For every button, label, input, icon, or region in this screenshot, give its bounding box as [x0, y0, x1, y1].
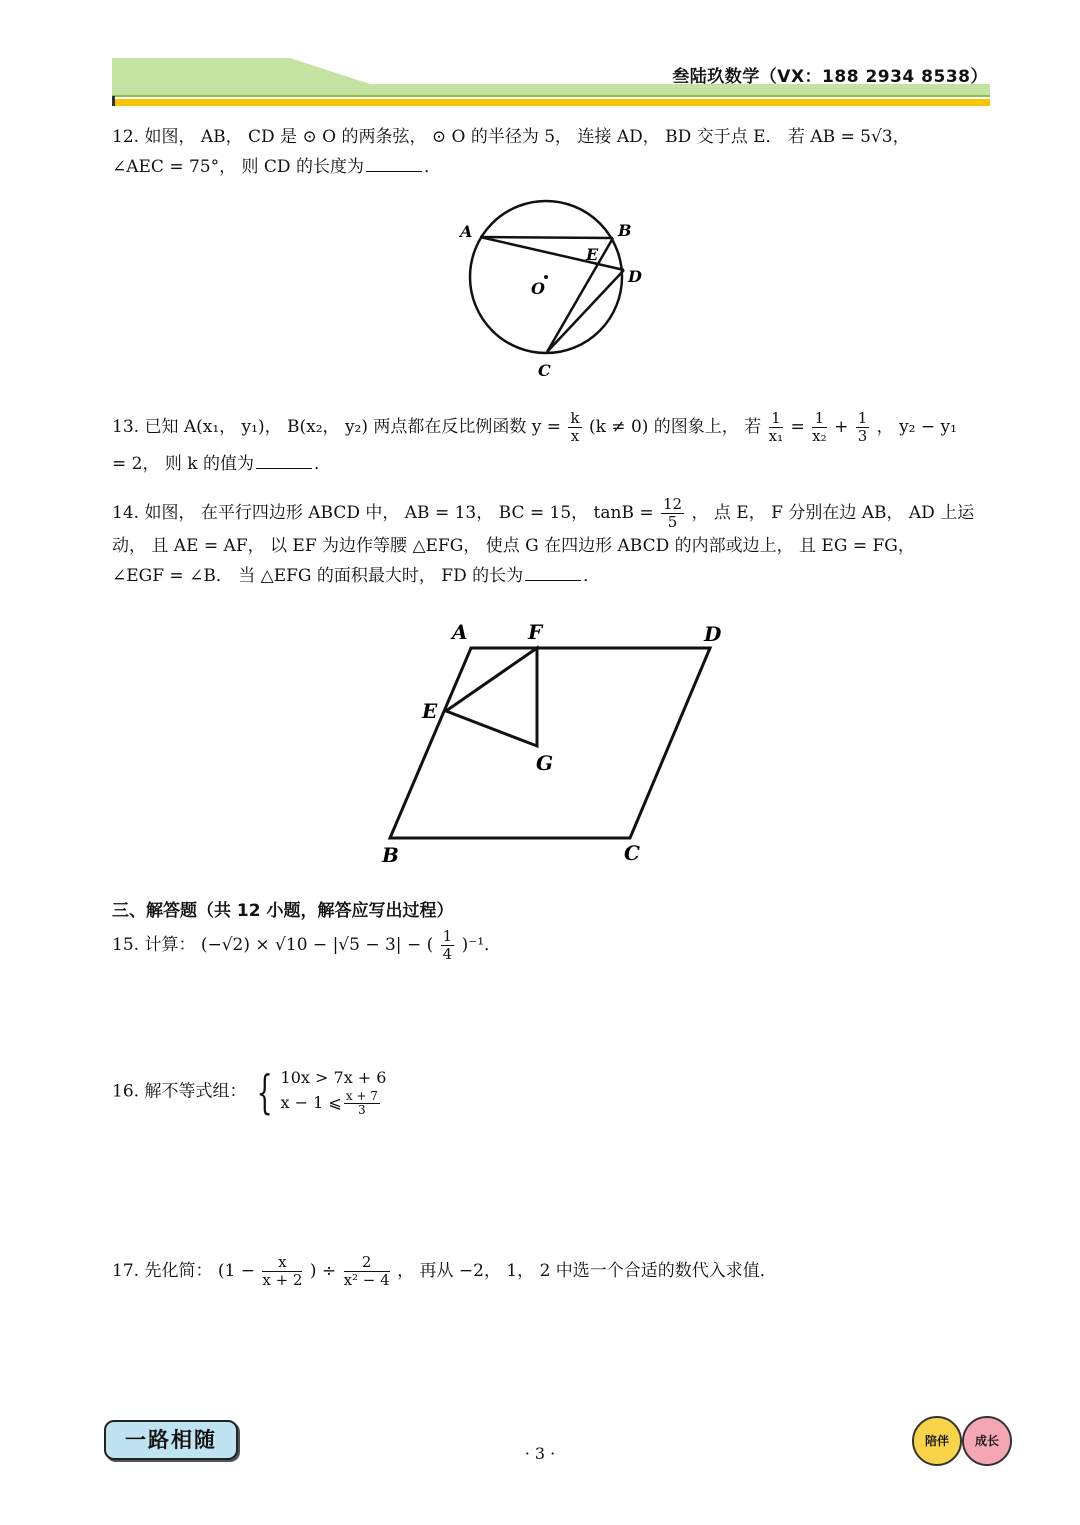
question-12: [112, 122, 992, 182]
question-17: 17. 先化简： (1 − $\frac{x}{x + 2}$ ) ÷ $\frac{2}{\text{x² − 4}}$ ， 再从 −2， 1， 2 中选一个合适的数代入求值．: [112, 1253, 777, 1289]
fraction-x-over-x2: $\frac{x}{x + 2}$: [262, 1253, 303, 1289]
segment-ad: [480, 237, 624, 270]
q12-line2: ∠AEC = 75°， 则 CD 的长度为 ．: [112, 152, 992, 182]
footer-circle-companion: 陪伴: [912, 1416, 962, 1466]
label-c: C: [624, 841, 640, 865]
inequality-1: 10x > 7x + 6: [280, 1068, 387, 1087]
answer-blank: [525, 562, 581, 581]
label-c: C: [538, 361, 551, 380]
question-15: 15. 计算： (−√2) × √10 − |√5 − 3| − ( $\frac{1}{4}$ )⁻¹．: [112, 927, 502, 963]
header-brand: 叁陆玖数学（VX：188 2934 8538）: [672, 67, 988, 87]
fraction-1-over-x2: $\frac{1}{\text{x₂}}$: [812, 409, 827, 445]
footer-circle-growth: 成长: [962, 1416, 1012, 1466]
label-e: E: [422, 699, 438, 723]
fraction-x7-over-3: $\frac{x + 7}{3}$: [345, 1089, 378, 1117]
label-a: A: [460, 222, 473, 241]
chord-ab: [480, 237, 613, 238]
q13-line1: 13. 已知 A(x₁， y₁)， B(x₂， y₂) 两点都在反比例函数 y = $\frac{k}{x}$ (k ≠ 0) 的图象上， 若 $\frac{1}{\text{x₁}}$ = $\frac{1}{\text{x₂}}$ + $\frac{1}{3}$ ， y₂ − y₁: [112, 409, 957, 445]
fraction-k-over-x: $\frac{k}{x}$: [570, 409, 580, 445]
label-d: D: [704, 622, 722, 646]
question-14: [112, 496, 992, 591]
q14-line1: 14. 如图， 在平行四边形 ABCD 中， AB = 13， BC = 15， tanB = $\frac{12}{5}$ ， 点 E， F 分别在边 AB， AD 上运: [112, 495, 975, 531]
answer-blank: [366, 153, 422, 172]
answer-blank: [256, 450, 312, 469]
label-d: D: [628, 267, 642, 286]
q12-circle-figure: [440, 190, 670, 390]
label-b: B: [382, 843, 399, 867]
question-13: [112, 410, 992, 479]
header-banner: [0, 0, 1080, 110]
inequality-system: [281, 1066, 387, 1117]
label-a: A: [452, 620, 468, 644]
triangle-efg: [446, 648, 537, 746]
q14-line3: ∠EGF = ∠B． 当 △EFG 的面积最大时， FD 的长为 ．: [112, 561, 992, 591]
brace-symbol: {: [256, 1064, 273, 1119]
parallelogram-abcd: [390, 648, 710, 838]
inequality-2: x − 1 ⩽ $\frac{x + 7}{3}$: [280, 1089, 378, 1117]
label-g: G: [536, 751, 554, 775]
fraction-1-over-x1: $\frac{1}{\text{x₁}}$: [768, 409, 784, 445]
label-e: E: [586, 245, 599, 264]
footer-badge: 一路相随: [104, 1420, 238, 1460]
q13-line2: = 2， 则 k 的值为 ．: [112, 449, 992, 479]
section-heading: 三、解答题（共 12 小题，解答应写出过程）: [112, 901, 454, 921]
fraction-2-over-x2-4: $\frac{2}{\text{x² − 4}}$: [343, 1253, 390, 1289]
fraction-12-over-5: $\frac{12}{5}$: [663, 495, 683, 531]
question-16: 16. 解不等式组： { 10x > 7x + 6 x − 1 ⩽ $\frac{x + 7}{3}$: [112, 1064, 387, 1119]
label-f: F: [528, 620, 543, 644]
label-o: O: [531, 279, 545, 298]
fraction-1-over-3: $\frac{1}{3}$: [857, 409, 868, 445]
q14-parallelogram-figure: [370, 615, 750, 875]
q14-line2: 动， 且 AE = AF， 以 EF 为边作等腰 △EFG， 使点 G 在四边形 ABCD 的内部或边上， 且 EG = FG，: [112, 536, 915, 556]
page-number: · 3 ·: [524, 1444, 556, 1463]
fraction-1-over-4: $\frac{1}{4}$: [442, 927, 453, 963]
label-b: B: [618, 221, 632, 240]
chord-cd: [547, 270, 624, 352]
q12-line1: 12. 如图， AB， CD 是 ⊙ O 的两条弦， ⊙ O 的半径为 5， 连接 AD， BD 交于点 E． 若 AB = 5√3，: [112, 127, 910, 147]
